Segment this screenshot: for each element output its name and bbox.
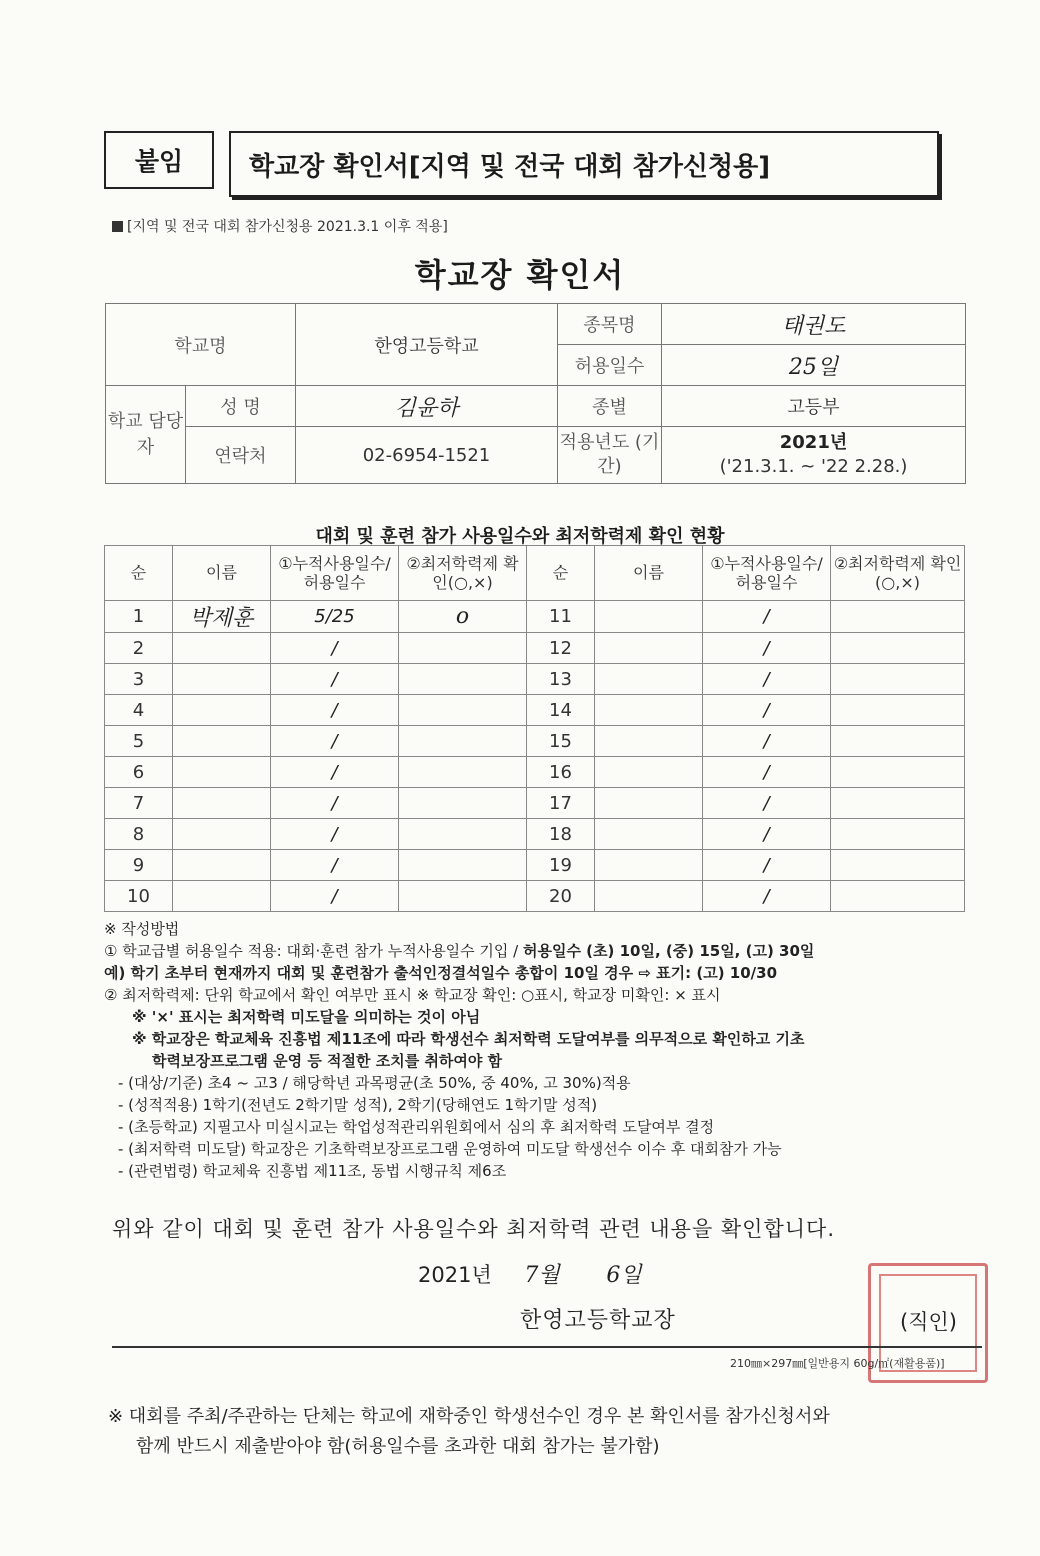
- row-confirm-left: [399, 788, 527, 819]
- document-title: 학교장 확인서: [414, 256, 626, 294]
- row-confirm-right: [831, 601, 965, 633]
- footer-line-2: 함께 반드시 제출받아야 함(허용일수를 초과한 대회 참가는 불가함): [136, 1436, 660, 1457]
- instruction-1-b: 허용일수 (초) 10일, (중) 15일, (고) 30일: [523, 942, 815, 960]
- instruction-1: [104, 940, 984, 962]
- row-no-right: 13: [527, 664, 595, 695]
- col-used-right: ①누적사용일수/허용일수: [703, 546, 831, 601]
- row-used-right: /: [703, 819, 831, 850]
- table-row: [105, 695, 965, 726]
- instructions: [104, 918, 984, 1182]
- table-row: [105, 881, 965, 912]
- row-confirm-right: [831, 695, 965, 726]
- row-no-left: 2: [105, 633, 173, 664]
- attachment-label: 붙임: [104, 131, 214, 189]
- row-no-right: 19: [527, 850, 595, 881]
- row-used-right: /: [703, 757, 831, 788]
- school-name-value: 한영고등학교: [296, 304, 558, 386]
- year-label: 적용년도 (기간): [558, 427, 662, 484]
- date-year: 2021년: [418, 1263, 492, 1287]
- division-value: 고등부: [662, 386, 966, 427]
- principal-title: 한영고등학교장: [520, 1308, 676, 1333]
- sport-value: 태권도: [662, 304, 966, 345]
- row-confirm-right: [831, 881, 965, 912]
- row-confirm-left: [399, 757, 527, 788]
- contact-phone-label: 연락처: [186, 427, 296, 484]
- row-name-right: [595, 601, 703, 633]
- seal-label: (직인): [900, 1310, 957, 1334]
- date-day: 6일: [606, 1263, 642, 1288]
- row-confirm-right: [831, 819, 965, 850]
- row-used-left: 5/25: [271, 601, 399, 633]
- row-confirm-left: [399, 726, 527, 757]
- paper-spec: 210㎜×297㎜[일반용지 60g/㎡(재활용품)]: [730, 1357, 945, 1370]
- col-confirm-left: ②최저학력제 확인(○,×): [399, 546, 527, 601]
- contact-phone-value: 02-6954-1521: [296, 427, 558, 484]
- row-confirm-right: [831, 757, 965, 788]
- col-used-left: ①누적사용일수/허용일수: [271, 546, 399, 601]
- row-used-left: /: [271, 850, 399, 881]
- section-title: 대회 및 훈련 참가 사용일수와 최저학력제 확인 현황: [315, 526, 725, 547]
- divider: [112, 1346, 982, 1348]
- applicability-note-text: [지역 및 전국 대회 참가신청용 2021.3.1 이후 적용]: [127, 219, 448, 235]
- row-used-left: /: [271, 757, 399, 788]
- row-name-right: [595, 850, 703, 881]
- confirmation-statement: 위와 같이 대회 및 훈련 참가 사용일수와 최저학력 관련 내용을 확인합니다.: [112, 1217, 836, 1241]
- row-confirm-right: [831, 726, 965, 757]
- row-confirm-left: [399, 633, 527, 664]
- table-row: [105, 601, 965, 633]
- school-info-table: [105, 303, 966, 484]
- contact-name-value: 김윤하: [296, 386, 558, 427]
- row-no-left: 1: [105, 601, 173, 633]
- row-name-left: [173, 850, 271, 881]
- row-no-left: 5: [105, 726, 173, 757]
- table-row: [105, 664, 965, 695]
- period-value: ('21.3.1. ~ '22 2.28.): [719, 456, 908, 477]
- row-used-right: /: [703, 850, 831, 881]
- row-no-right: 11: [527, 601, 595, 633]
- row-used-right: /: [703, 633, 831, 664]
- contact-group-label: 학교 담당자: [106, 386, 186, 484]
- row-no-left: 4: [105, 695, 173, 726]
- row-used-right: /: [703, 788, 831, 819]
- row-name-left: [173, 819, 271, 850]
- table-row: [105, 726, 965, 757]
- row-used-left: /: [271, 695, 399, 726]
- row-used-left: /: [271, 881, 399, 912]
- contact-name-label: 성 명: [186, 386, 296, 427]
- row-no-right: 18: [527, 819, 595, 850]
- date-month: 7월: [524, 1263, 560, 1288]
- row-name-left: [173, 881, 271, 912]
- row-name-left: [173, 757, 271, 788]
- table-row: [105, 819, 965, 850]
- form-box-title: 학교장 확인서[지역 및 전국 대회 참가신청용]: [229, 131, 939, 197]
- row-confirm-left: [399, 695, 527, 726]
- row-name-right: [595, 726, 703, 757]
- issue-date: [418, 1258, 642, 1289]
- row-used-right: /: [703, 881, 831, 912]
- row-no-left: 3: [105, 664, 173, 695]
- row-used-left: /: [271, 819, 399, 850]
- row-used-left: /: [271, 633, 399, 664]
- col-no-right: 순: [527, 546, 595, 601]
- row-no-right: 17: [527, 788, 595, 819]
- row-no-right: 12: [527, 633, 595, 664]
- row-no-left: 10: [105, 881, 173, 912]
- square-bullet-icon: [112, 221, 123, 232]
- row-name-right: [595, 788, 703, 819]
- instruction-1-a: ① 학교급별 허용일수 적용: 대회·훈련 참가 누적사용일수 기입 /: [104, 942, 523, 960]
- row-name-left: [173, 633, 271, 664]
- row-name-right: [595, 819, 703, 850]
- row-name-right: [595, 757, 703, 788]
- row-no-left: 7: [105, 788, 173, 819]
- row-name-right: [595, 664, 703, 695]
- detail-5: - (관련법령) 학교체육 진흥법 제11조, 동법 시행규칙 제6조: [118, 1162, 507, 1180]
- applicability-note: [112, 216, 448, 236]
- col-name-left: 이름: [173, 546, 271, 601]
- row-name-left: [173, 664, 271, 695]
- instructions-heading: ※ 작성방법: [104, 920, 180, 938]
- row-name-right: [595, 633, 703, 664]
- row-confirm-left: [399, 881, 527, 912]
- table-row: [105, 757, 965, 788]
- row-no-right: 20: [527, 881, 595, 912]
- row-confirm-left: [399, 819, 527, 850]
- row-confirm-right: [831, 850, 965, 881]
- instruction-2: ② 최저학력제: 단위 학교에서 확인 여부만 표시 ※ 학교장 확인: ○표시, 학교장 미확인: × 표시: [104, 986, 721, 1004]
- instruction-1-example: 예) 학기 초부터 현재까지 대회 및 훈련참가 출석인정결석일수 총합이 10일 경우 ⇨ 표기: (고) 10/30: [104, 964, 778, 982]
- school-name-label: 학교명: [106, 304, 296, 386]
- year-cell: [662, 427, 966, 484]
- row-confirm-right: [831, 633, 965, 664]
- row-used-right: /: [703, 695, 831, 726]
- row-used-right: /: [703, 601, 831, 633]
- allowed-days-label: 허용일수: [558, 345, 662, 386]
- row-name-right: [595, 881, 703, 912]
- col-name-right: 이름: [595, 546, 703, 601]
- row-name-left: [173, 788, 271, 819]
- table-row: [105, 850, 965, 881]
- row-confirm-right: [831, 664, 965, 695]
- row-used-right: /: [703, 726, 831, 757]
- row-no-right: 15: [527, 726, 595, 757]
- row-name-left: [173, 695, 271, 726]
- footer-line-1: ※ 대회를 주최/주관하는 단체는 학교에 재학중인 학생선수인 경우 본 확인서를 참가신청서와: [108, 1406, 830, 1427]
- division-label: 종별: [558, 386, 662, 427]
- row-no-left: 9: [105, 850, 173, 881]
- instruction-3: ※ '×' 표시는 최저학력 미도달을 의미하는 것이 아님: [132, 1008, 481, 1026]
- row-used-left: /: [271, 726, 399, 757]
- row-no-left: 6: [105, 757, 173, 788]
- row-name-left: [173, 726, 271, 757]
- instruction-4b: 학력보장프로그램 운영 등 적절한 조치를 취하여야 함: [152, 1052, 503, 1070]
- row-no-left: 8: [105, 819, 173, 850]
- row-confirm-right: [831, 788, 965, 819]
- row-no-right: 16: [527, 757, 595, 788]
- detail-3: - (초등학교) 지필고사 미실시교는 학업성적관리위원회에서 심의 후 최저학력 도달여부 결정: [118, 1118, 715, 1136]
- row-name-left: 박제훈: [173, 601, 271, 633]
- row-confirm-left: [399, 850, 527, 881]
- sport-label: 종목명: [558, 304, 662, 345]
- col-no-left: 순: [105, 546, 173, 601]
- instruction-4a: ※ 학교장은 학교체육 진흥법 제11조에 따라 학생선수 최저학력 도달여부를 의무적으로 확인하고 기초: [132, 1030, 805, 1048]
- detail-1: - (대상/기준) 초4 ~ 고3 / 해당학년 과목평균(초 50%, 중 40%, 고 30%)적용: [118, 1074, 631, 1092]
- table-row: [105, 788, 965, 819]
- row-confirm-left: [399, 664, 527, 695]
- row-used-left: /: [271, 664, 399, 695]
- year-value: 2021년: [779, 432, 848, 453]
- table-row: [105, 633, 965, 664]
- footer-note: [108, 1402, 968, 1462]
- allowed-days-value: 25일: [662, 345, 966, 386]
- row-used-left: /: [271, 788, 399, 819]
- detail-2: - (성적적용) 1학기(전년도 2학기말 성적), 2학기(당해연도 1학기말 성적): [118, 1096, 598, 1114]
- row-confirm-left: o: [399, 601, 527, 633]
- table-header-row: [105, 546, 965, 601]
- detail-4: - (최저학력 미도달) 학교장은 기초학력보장프로그램 운영하여 미도달 학생선수 이수 후 대회참가 가능: [118, 1140, 782, 1158]
- participation-table: [104, 545, 965, 912]
- row-name-right: [595, 695, 703, 726]
- row-no-right: 14: [527, 695, 595, 726]
- row-used-right: /: [703, 664, 831, 695]
- col-confirm-right: ②최저학력제 확인(○,×): [831, 546, 965, 601]
